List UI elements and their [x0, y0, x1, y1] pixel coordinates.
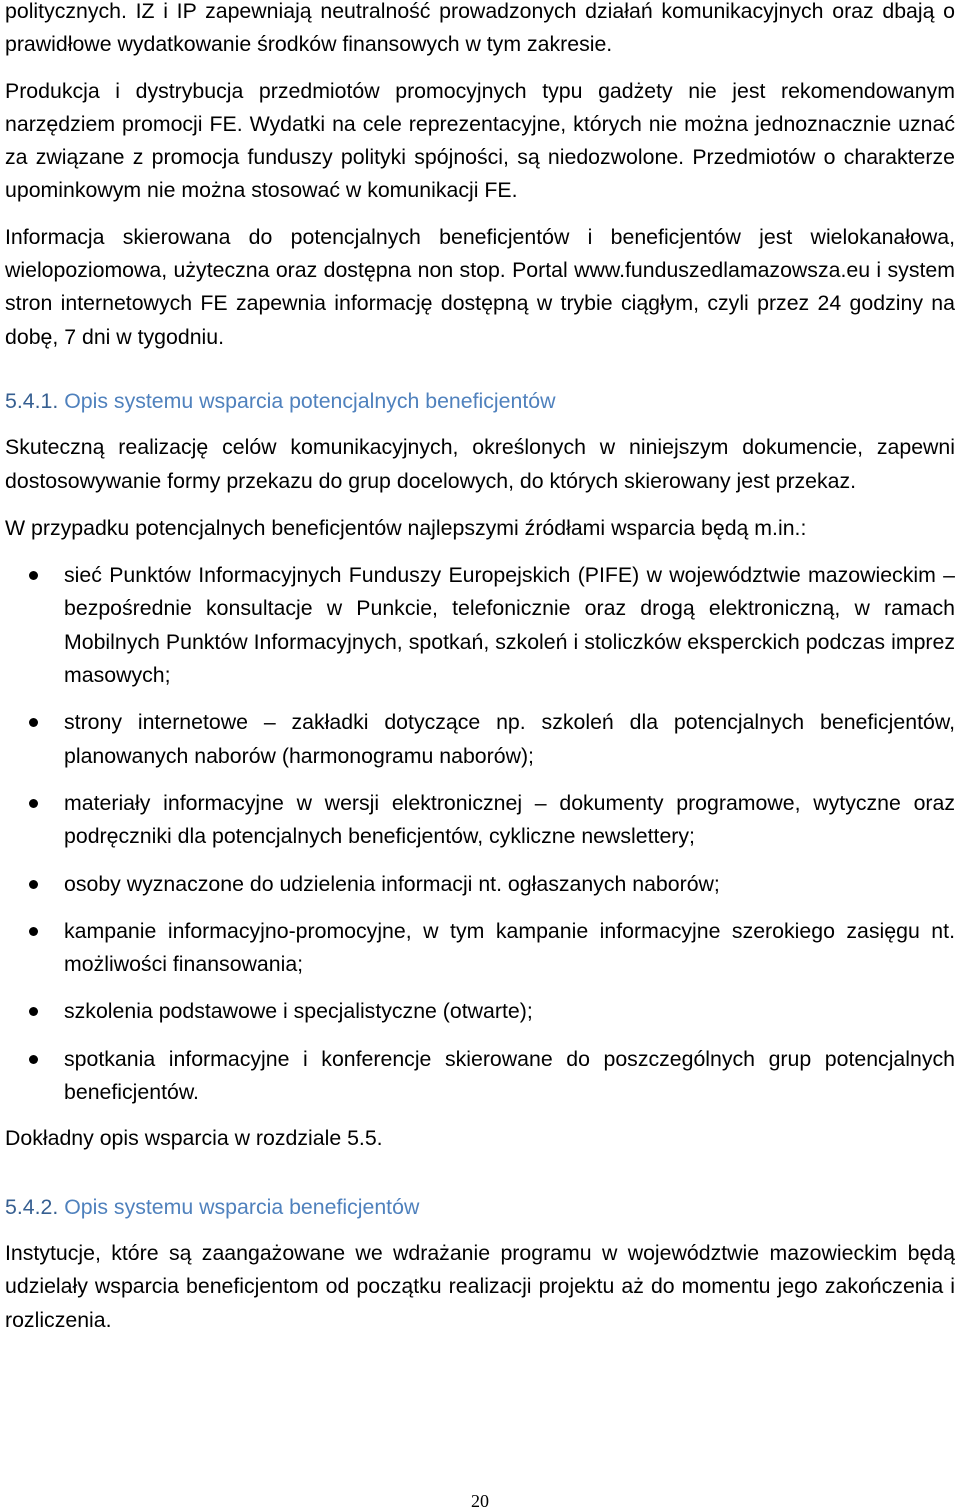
section-heading-5-4-1 [5, 385, 955, 418]
list-item-text: spotkania informacyjne i konferencje skierowane do poszczególnych grup potencjalnych beneficjentów. [64, 1046, 955, 1105]
list-item-text: kampanie informacyjno-promocyjne, w tym kampanie informacyjne szerokiego zasięgu nt. możliwości finansowania; [64, 918, 955, 977]
list-item [5, 559, 955, 692]
list-item [5, 995, 955, 1028]
section-number: 5.4.1. [5, 388, 59, 413]
bullet-icon [29, 927, 38, 936]
list-item [5, 1043, 955, 1110]
list-item [5, 706, 955, 773]
intro-paragraph-3: Informacja skierowana do potencjalnych beneficjentów i beneficjentów jest wielokanałowa, wielopoziomowa, użyteczna oraz dostępna non stop. Portal www.funduszedlamazowsza.eu i system stron internetowych FE zapewnia informację dostępną w trybie ciągłym, czyli przez 24 godziny na dobę, 7 dni w tygodniu. [5, 224, 955, 349]
bullet-icon [29, 571, 38, 580]
section-541-paragraph-1: Skuteczną realizację celów komunikacyjnych, określonych w niniejszym dokumencie, zapewni dostosowywanie formy przekazu do grup docelowych, do których skierowany jest przekaz. [5, 435, 955, 493]
bullet-icon [29, 718, 38, 727]
page-number: 20 [471, 1491, 489, 1511]
list-item [5, 915, 955, 982]
bullet-icon [29, 1007, 38, 1016]
list-item [5, 787, 955, 854]
section-542-paragraph-1: Instytucje, które są zaangażowane we wdrażanie programu w województwie mazowieckim będą udzielały wsparcia beneficjentom od początku realizacji projektu aż do momentu jego zakończenia i rozliczenia. [5, 1240, 955, 1332]
list-item-text: strony internetowe – zakładki dotyczące np. szkoleń dla potencjalnych beneficjentów, planowanych naborów (harmonogramu naborów); [64, 710, 955, 768]
support-sources-list [5, 559, 955, 1109]
section-number: 5.4.2. [5, 1194, 59, 1219]
document-page [5, 0, 955, 1337]
intro-paragraph-1: politycznych. IZ i IP zapewniają neutralność prowadzonych działań komunikacyjnych oraz dbają o prawidłowe wydatkowanie środków finansowych w tym zakresie. [5, 0, 955, 57]
bullet-icon [29, 799, 38, 808]
intro-paragraph-2: Produkcja i dystrybucja przedmiotów promocyjnych typu gadżety nie jest rekomendowanym narzędziem promocji FE. Wydatki na cele reprezentacyjne, których nie można jednoznacznie uznać za związane z promocja funduszy polityki spójności, są niedozwolone. Przedmiotów o charakterze upominkowym nie można stosować w komunikacji FE. [5, 78, 955, 203]
list-item-text: szkolenia podstawowe i specjalistyczne (otwarte); [64, 999, 533, 1024]
section-541-closing: Dokładny opis wsparcia w rozdziale 5.5. [5, 1126, 383, 1151]
list-item [5, 868, 955, 901]
list-item-text: sieć Punktów Informacyjnych Funduszy Europejskich (PIFE) w województwie mazowieckim – bezpośrednie konsultacje w Punkcie, telefonicznie oraz drogą elektroniczną, w ramach Mobilnych Punktów Informacyjnych, spotkań, szkoleń i stoliczków eksperckich podczas imprez masowych; [64, 563, 955, 688]
list-item-text: osoby wyznaczone do udzielenia informacji nt. ogłaszanych naborów; [64, 871, 720, 896]
bullet-icon [29, 1055, 38, 1064]
section-heading-5-4-2 [5, 1191, 955, 1224]
section-title: Opis systemu wsparcia beneficjentów [64, 1194, 420, 1219]
bullet-icon [29, 880, 38, 889]
section-541-paragraph-2: W przypadku potencjalnych beneficjentów najlepszymi źródłami wsparcia będą m.in.: [5, 515, 807, 540]
section-title: Opis systemu wsparcia potencjalnych beneficjentów [64, 388, 556, 413]
list-item-text: materiały informacyjne w wersji elektronicznej – dokumenty programowe, wytyczne oraz podręczniki dla potencjalnych beneficjentów, cykliczne newslettery; [64, 790, 955, 849]
